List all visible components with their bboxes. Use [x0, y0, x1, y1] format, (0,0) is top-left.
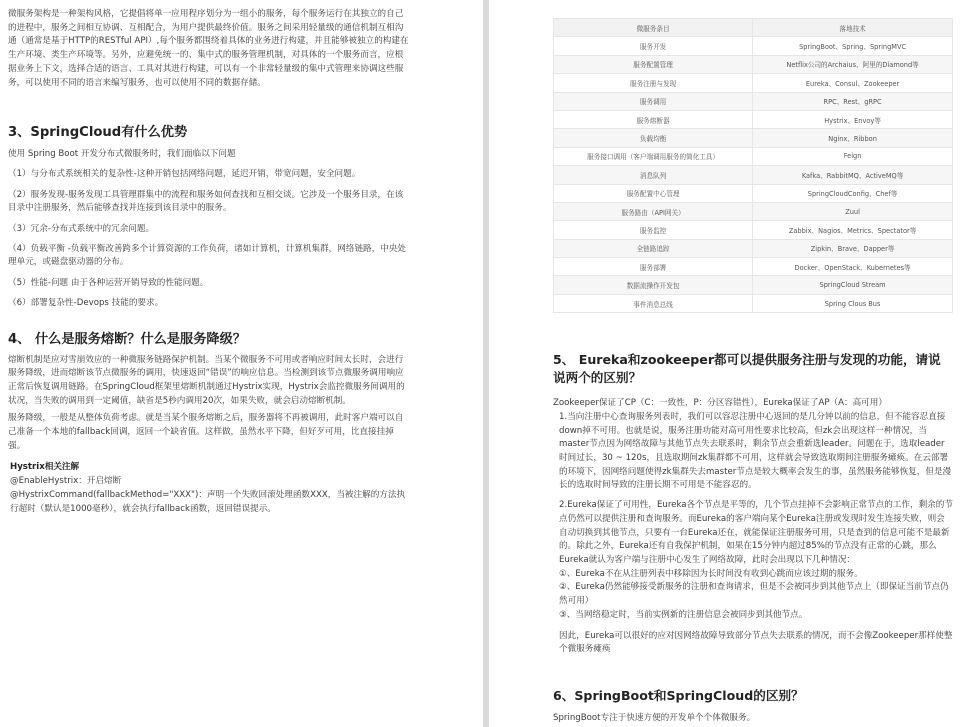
- cap-summary: Zookeeper保证了CP（C：一致性，P：分区容错性），Eureka保证了AP（A：高可用）: [553, 398, 887, 409]
- table-cell-tech: RPC、Rest、gRPC: [753, 92, 953, 110]
- table-cell-tech: Netflix公司的Archaius、阿里的Diamond等: [753, 55, 953, 73]
- table-body: [554, 37, 953, 313]
- table-cell-item: 服务配置管理: [554, 55, 753, 73]
- list-item: （5）性能-问题 由于各种运营开销导致的性能问题。: [8, 277, 209, 288]
- tech-table: [553, 18, 953, 313]
- problem-list: [8, 168, 411, 310]
- zookeeper-paragraph: 1.当向注册中心查询服务列表时，我们可以容忍注册中心返回的是几分钟以前的信息，但不能容忍直接down掉不可用。也就是说，服务注册功能对高可用性要求比较高，但zk会出现这样一种情况，当master节点因为网络故障与其他节点失去联系时，剩余节点会重新选leader。问题在于，选取leader时间过长，30 ~ 120s，且选取期间zk集群都不可用，这样就会导致选取期间注册服务瘫痪。在云部署的环境下，因网络问题使得zk集群失去master节点是较大概率会发生的事，虽然服务能够恢复，但是漫长的选取时间导致的注册长期不可用是不能容忍的。: [559, 411, 952, 491]
- section-3-heading: 3、SpringCloud有什么优势: [8, 125, 188, 141]
- table-cell-tech: SpringCloud Stream: [753, 276, 953, 294]
- table-cell-item: 负载均衡: [554, 129, 753, 147]
- table-cell-item: 服务调用: [554, 92, 753, 110]
- section-3: [8, 124, 411, 310]
- table-row: [554, 166, 953, 184]
- table-row: [554, 184, 953, 202]
- list-item: （2）服务发现-服务发现工具管理群集中的流程和服务如何查找和互相交谈。它涉及一个服务目录，在该目录中注册服务，然后能够查找并连接到该目录中的服务。: [8, 189, 404, 214]
- hystrix-title: Hystrix相关注解: [10, 462, 80, 473]
- list-item: （6）部署复杂性-Devops 技能的要求。: [8, 297, 164, 308]
- table-header-row: [554, 19, 953, 37]
- table-row: [554, 147, 953, 165]
- table-cell-item: 服务路由（API网关）: [554, 202, 753, 220]
- table-row: [554, 202, 953, 220]
- table-cell-tech: SpringBoot、Spring、SpringMVC: [753, 37, 953, 55]
- intro-paragraph: 微服务架构是一种架构风格，它提倡将单一应用程序划分为一组小的服务，每个服务运行在其独立的自己的进程中，服务之间相互协调、互相配合，为用户提供最终价值。服务之间采用轻量级的通信机制互相沟通（通常是基于HTTP的RESTful API）,每个服务都围绕着具体的业务进行构建，并且能够被独立的构建在生产环境、类生产环境等。另外，应避免统一的、集中式的服务管理机制，对具体的一个服务而言，应根据业务上下文，选择合适的语言、工具对其进行构建，可以有一个非常轻量级的集中式管理来协调这些服务，可以使用不同的语言来编写服务，也可以使用不同的数据存储。: [8, 9, 409, 88]
- page-right: [489, 0, 967, 727]
- section-4: [8, 331, 411, 517]
- table-cell-tech: Kafka、RabbitMQ、ActiveMQ等: [753, 166, 953, 184]
- table-cell-item: 数据流操作开发包: [554, 276, 753, 294]
- table-cell-tech: Feign: [753, 147, 953, 165]
- hystrix-annotation-2: @HystrixCommand(fallbackMethod="XXX")：声明一个失败回滚处理函数XXX，当被注解的方法执行超时（默认是1000毫秒），就会执行fallback函数，返回错误提示。: [10, 489, 406, 514]
- table-cell-item: 消息队列: [554, 166, 753, 184]
- table-row: [554, 110, 953, 128]
- list-item: （1）与分布式系统相关的复杂性-这种开销包括网络问题，延迟开销，带宽问题，安全问题。: [8, 169, 361, 180]
- table-row: [554, 258, 953, 276]
- intro-section: [8, 8, 411, 90]
- section-6: [553, 687, 953, 726]
- table-row: [554, 37, 953, 55]
- degradation-paragraph: 服务降级，一般是从整体负荷考虑。就是当某个服务熔断之后，服务器将不再被调用，此时客户端可以自己准备一个本地的fallback回调，返回一个缺省值。这样做，虽然水平下降，但好歹可用，比直接挂掉强。: [8, 413, 404, 451]
- table-cell-item: 服务注册与发现: [554, 74, 753, 92]
- table-row: [554, 129, 953, 147]
- table-row: [554, 221, 953, 239]
- column-header: 落地技术: [753, 19, 953, 37]
- section-4-heading: 4、 什么是服务熔断？什么是服务降级？: [8, 331, 246, 347]
- table-cell-tech: Zabbix、Nagios、Metrics、Spectator等: [753, 221, 953, 239]
- section-6-paragraph: SpringBoot专注于快速方便的开发单个个体微服务。: [553, 713, 756, 724]
- section-5: [553, 351, 953, 657]
- hystrix-annotation-1: @EnableHystrix：开启熔断: [10, 476, 122, 487]
- table-cell-tech: Eureka、Consul、Zookeeper: [753, 74, 953, 92]
- table-row: [554, 294, 953, 312]
- section-5-heading: 5、 Eureka和zookeeper都可以提供服务注册与发现的功能，请说说两个的区别？: [553, 352, 941, 385]
- table-cell-item: 全链路追踪: [554, 239, 753, 257]
- table-cell-item: 服务部署: [554, 258, 753, 276]
- table-cell-item: 服务监控: [554, 221, 753, 239]
- table-cell-item: 服务配置中心管理: [554, 184, 753, 202]
- table-cell-tech: Hystrix、Envoy等: [753, 110, 953, 128]
- table-cell-item: 服务开发: [554, 37, 753, 55]
- circuit-breaker-paragraph: 熔断机制是应对雪崩效应的一种微服务链路保护机制。当某个微服务不可用或者响应时间太长时，会进行服务降级，进而熔断该节点微服务的调用，快速返回“错误”的响应信息。当检测到该节点微服务调用响应正常后恢复调用链路。在SpringCloud框架里熔断机制通过Hystrix实现，Hystrix会监控微服务间调用的状况，当失败的调用到一定阈值，缺省是5秒内调用20次，如果失败，就会启动熔断机制。: [8, 354, 405, 406]
- list-item: （4）负载平衡 -负载平衡改善跨多个计算资源的工作负荷，诸如计算机，计算机集群，网络链路，中央处理单元，或磁盘驱动器的分布。: [8, 243, 407, 268]
- table-cell-tech: SpringCloudConfig、Chef等: [753, 184, 953, 202]
- section-6-heading: 6、SpringBoot和SpringCloud的区别？: [553, 687, 804, 703]
- table-cell-tech: Docker、OpenStack、Kubernetes等: [753, 258, 953, 276]
- table-cell-item: 服务熔断器: [554, 110, 753, 128]
- list-item: （3）冗余-分布式系统中的冗余问题。: [8, 223, 155, 234]
- conclusion-paragraph: 因此，Eureka可以很好的应对因网络故障导致部分节点失去联系的情况，而不会像Zookeeper那样使整个微服务瘫痪: [559, 630, 953, 655]
- table-cell-tech: Zipkin、Brave、Dapper等: [753, 239, 953, 257]
- section-3-lead: 使用 Spring Boot 开发分布式微服务时，我们面临以下问题: [8, 149, 236, 160]
- list-item: ①、Eureka不在从注册列表中移除因为长时间没有收到心跳而应该过期的服务。: [559, 568, 863, 579]
- column-header: 微服务条目: [554, 19, 753, 37]
- list-item: ②、Eureka仍然能够接受新服务的注册和查询请求，但是不会被同步到其他节点上（即保证当前节点仍然可用）: [559, 582, 949, 607]
- table-row: [554, 92, 953, 110]
- table-row: [554, 276, 953, 294]
- table-row: [554, 55, 953, 73]
- table-cell-tech: Zuul: [753, 202, 953, 220]
- table-cell-item: 事件消息总线: [554, 294, 753, 312]
- table-cell-item: 服务接口调用（客户端调用服务的简化工具）: [554, 147, 753, 165]
- page-left: [0, 0, 483, 727]
- table-cell-tech: Spring Clous Bus: [753, 294, 953, 312]
- table-row: [554, 74, 953, 92]
- hystrix-notes: [8, 461, 411, 516]
- table-cell-tech: Nginx、Ribbon: [753, 129, 953, 147]
- table-row: [554, 239, 953, 257]
- list-item: ③、当网络稳定时，当前实例新的注册信息会被同步到其他节点。: [559, 609, 808, 620]
- eureka-paragraph: 2.Eureka保证了可用性，Eureka各个节点是平等的，几个节点挂掉不会影响正常节点的工作，剩余的节点仍然可以提供注册和查询服务。而Eureka的客户端向某个Eureka注册或发现时发生连接失败，则会自动切换到其他节点，只要有一台Eureka还在，就能保证注册服务可用，只是查到的信息可能不是最新的。除此之外，Eureka还有自我保护机制，如果在15分钟内超过85%的节点没有正常的心跳，那么Eureka就认为客户端与注册中心发生了网络故障，此时会出现以下几种情况：: [559, 500, 953, 565]
